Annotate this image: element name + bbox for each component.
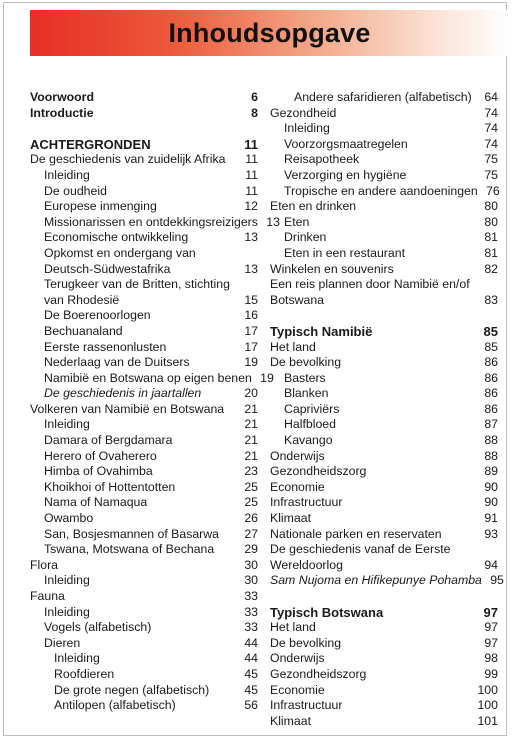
toc-page-number: 86 [484, 401, 498, 416]
toc-section-heading[interactable] [270, 605, 498, 621]
toc-entry[interactable] [270, 340, 498, 356]
toc-entry[interactable] [270, 355, 498, 371]
toc-page-number: 12 [244, 199, 258, 214]
toc-entry-title: Typisch Namibië [270, 323, 373, 339]
toc-page-number: 29 [244, 542, 258, 557]
toc-page-number: 16 [244, 308, 258, 323]
toc-entry[interactable] [30, 620, 258, 636]
toc-page-number: 11 [245, 167, 258, 182]
toc-page-number: 95 [490, 573, 504, 588]
toc-page-number: 90 [484, 495, 498, 510]
toc-entry-title: Economie [270, 682, 325, 697]
toc-entry[interactable] [270, 417, 498, 433]
toc-entry[interactable] [270, 698, 498, 714]
toc-page-number: 85 [483, 323, 498, 339]
toc-page-number: 13 [244, 261, 258, 276]
toc-page-number: 21 [244, 448, 258, 463]
toc-entry[interactable] [30, 558, 258, 574]
toc-entry[interactable] [270, 573, 504, 589]
toc-entry-title: Fauna [30, 589, 65, 603]
toc-page-number: 76 [486, 183, 500, 198]
page-title: Inhoudsopgave [168, 18, 371, 48]
toc-entry[interactable] [270, 651, 498, 667]
toc-entry[interactable] [270, 636, 498, 652]
toc-entry[interactable] [30, 589, 258, 605]
toc-page-number: 75 [484, 167, 498, 182]
toc-entry-title: De oudheid [44, 183, 107, 198]
toc-entry-title: Een reis plannen door Namibië en/of Botswana [270, 277, 470, 307]
toc-page-number: 45 [244, 682, 258, 697]
toc-entry[interactable] [30, 402, 258, 418]
toc-page-number: 80 [484, 199, 498, 214]
toc-entry-title: Voorwoord [30, 90, 94, 104]
toc-entry-title: Dieren [44, 635, 81, 650]
toc-section-heading[interactable] [270, 324, 498, 340]
toc-entry[interactable] [30, 480, 258, 496]
toc-page-number: 25 [244, 495, 258, 510]
toc-entry[interactable] [30, 90, 258, 106]
toc-page-number: 26 [244, 511, 258, 526]
toc-page-number: 81 [484, 230, 498, 245]
toc-page-number: 97 [483, 604, 498, 620]
toc-entry-title: Klimaat [270, 511, 312, 526]
toc-page-number: 74 [484, 136, 498, 151]
toc-entry-title: Tropische en andere aandoeningen [284, 183, 478, 198]
toc-entry-title: Infrastructuur [270, 698, 343, 713]
toc-page-number: 11 [245, 183, 258, 198]
toc-entry-title: Tswana, Motswana of Bechana [44, 542, 215, 557]
toc-spacer [270, 308, 498, 324]
toc-entry[interactable] [270, 449, 498, 465]
toc-page-number: 88 [484, 433, 498, 448]
toc-page-number: 33 [244, 620, 258, 635]
toc-entry-title: Gezondheidszorg [270, 666, 367, 681]
toc-page-number: 20 [244, 386, 258, 401]
toc-entry[interactable] [270, 90, 498, 106]
toc-entry[interactable] [270, 106, 498, 122]
toc-entry-title: Missionarissen en ontdekkingsreizigers [44, 214, 258, 229]
toc-page-number: 75 [484, 152, 498, 167]
toc-page-number: 27 [244, 526, 258, 541]
toc-entry-title: Economische ontwikkeling [44, 230, 189, 245]
toc-page-number: 33 [244, 604, 258, 619]
toc-entry[interactable] [30, 573, 258, 589]
toc-entry[interactable] [270, 262, 498, 278]
toc-entry[interactable] [30, 152, 258, 168]
toc-entry[interactable] [30, 449, 258, 465]
toc-page-number: 33 [244, 589, 258, 603]
toc-entry[interactable] [270, 277, 498, 308]
toc-entry[interactable] [30, 511, 258, 527]
toc-entry-title: Eten [284, 214, 310, 229]
toc-entry[interactable] [30, 230, 258, 246]
toc-entry-title: Klimaat [270, 713, 312, 728]
toc-entry[interactable] [30, 199, 258, 215]
toc-entry[interactable] [270, 620, 498, 636]
header-band [30, 10, 509, 56]
toc-entry[interactable] [270, 542, 498, 573]
toc-entry[interactable] [30, 605, 258, 621]
toc-entry[interactable] [30, 355, 258, 371]
toc-entry-title: Nama of Namaqua [44, 495, 148, 510]
toc-entry-title: Damara of Bergdamara [44, 433, 173, 448]
toc-page-number: 100 [477, 682, 498, 697]
toc-page-number: 87 [484, 417, 498, 432]
toc-entry-title: Verzorging en hygiëne [284, 167, 407, 182]
toc-entry-title: Inleiding [44, 167, 90, 182]
toc-entry-title: De geschiedenis in jaartallen [44, 386, 202, 401]
toc-page-number: 13 [244, 230, 258, 245]
toc-entry[interactable] [30, 667, 258, 683]
toc-spacer [30, 121, 258, 137]
toc-entry-title: Introductie [30, 105, 94, 120]
toc-entry-title: Eten in een restaurant [284, 245, 405, 260]
toc-entry-title: Volkeren van Namibië en Botswana [30, 401, 225, 416]
toc-entry-title: Basters [284, 370, 326, 385]
toc-entry-title: ACHTERGRONDEN [30, 136, 151, 152]
toc-entry[interactable] [270, 152, 498, 168]
toc-entry-title: Sam Nujoma en Hifikepunye Pohamba [270, 573, 482, 588]
toc-entry[interactable] [30, 340, 258, 356]
toc-entry-title: Eten en drinken [270, 199, 357, 214]
toc-page-number: 11 [245, 152, 258, 167]
toc-entry-title: De bevolking [270, 355, 342, 370]
toc-entry[interactable] [270, 215, 498, 231]
toc-entry[interactable] [30, 698, 258, 714]
toc-entry[interactable] [270, 371, 498, 387]
toc-entry-title: De bevolking [270, 635, 342, 650]
toc-entry-title: Inleiding [284, 121, 330, 136]
toc-entry[interactable] [30, 277, 258, 308]
toc-left-column [30, 90, 280, 714]
toc-entry-title: Voorzorgsmaatregelen [284, 136, 408, 151]
toc-entry-title: Infrastructuur [270, 495, 343, 510]
toc-page-number: 21 [244, 401, 258, 416]
toc-page-number: 86 [484, 355, 498, 370]
toc-page-number: 15 [244, 292, 258, 307]
toc-page-number: 13 [266, 214, 280, 229]
toc-entry[interactable] [30, 683, 258, 699]
toc-entry[interactable] [270, 527, 498, 543]
toc-entry-title: Europese inmenging [44, 199, 157, 214]
toc-entry-title: Namibië en Botswana op eigen benen [44, 370, 252, 385]
toc-entry-title: Inleiding [54, 651, 100, 666]
toc-page-number: 99 [484, 666, 498, 681]
toc-entry[interactable] [270, 121, 498, 137]
toc-page-number: 30 [244, 557, 258, 572]
toc-page-number: 98 [484, 651, 498, 666]
toc-page-number: 86 [484, 370, 498, 385]
toc-entry[interactable] [30, 651, 258, 667]
toc-entry[interactable] [30, 324, 258, 340]
toc-page-number: 85 [484, 339, 498, 354]
toc-entry[interactable] [270, 714, 498, 730]
toc-entry-title: Capriviërs [284, 401, 340, 416]
toc-entry-title: Flora [30, 557, 59, 572]
toc-entry-title: Onderwijs [270, 448, 325, 463]
toc-entry-title: Gezondheid [270, 105, 337, 120]
toc-page-number: 19 [260, 370, 274, 385]
toc-entry[interactable] [270, 667, 498, 683]
toc-page-number: 101 [477, 713, 498, 728]
toc-entry-title: Winkelen en souvenirs [270, 261, 394, 276]
toc-page-number: 8 [251, 105, 258, 120]
toc-entry[interactable] [30, 495, 258, 511]
toc-entry-title: Roofdieren [54, 666, 115, 681]
toc-entry[interactable] [30, 433, 258, 449]
toc-page-number: 90 [484, 479, 498, 494]
toc-entry[interactable] [270, 495, 498, 511]
toc-page-number: 97 [484, 620, 498, 635]
toc-entry-title: Kavango [284, 433, 333, 448]
toc-page-number: 83 [484, 292, 498, 307]
toc-entry-title: Opkomst en ondergang van Deutsch-Südwestafrika [44, 245, 196, 276]
toc-entry[interactable] [270, 683, 498, 699]
toc-page-number: 81 [484, 245, 498, 260]
toc-page-number: 64 [484, 90, 498, 104]
toc-page-number: 82 [484, 261, 498, 276]
toc-entry-title: Inleiding [44, 573, 90, 588]
toc-entry-title: Economie [270, 479, 325, 494]
toc-section-heading[interactable] [30, 137, 258, 153]
toc-entry-title: Halfbloed [284, 417, 336, 432]
toc-entry[interactable] [30, 464, 258, 480]
toc-entry-title: Drinken [284, 230, 327, 245]
toc-entry[interactable] [30, 308, 258, 324]
toc-entry[interactable] [270, 464, 498, 480]
toc-page-number: 88 [484, 448, 498, 463]
toc-page-number: 6 [251, 90, 258, 104]
toc-entry-title: Reisapotheek [284, 152, 360, 167]
toc-entry-title: Herero of Ovaherero [44, 448, 157, 463]
toc-entry[interactable] [270, 168, 498, 184]
toc-entry[interactable] [270, 184, 498, 200]
toc-entry-title: Khoikhoi of Hottentotten [44, 479, 176, 494]
toc-page-number: 21 [244, 433, 258, 448]
toc-page-number: 44 [244, 651, 258, 666]
toc-page-number: 19 [244, 355, 258, 370]
toc-page-number: 89 [484, 464, 498, 479]
toc-spacer [270, 589, 498, 605]
toc-entry-title: Nederlaag van de Duitsers [44, 355, 190, 370]
toc-entry-title: De grote negen (alfabetisch) [54, 682, 210, 697]
toc-entry-title: Andere safaridieren (alfabetisch) [294, 90, 472, 104]
toc-page-number: 30 [244, 573, 258, 588]
toc-page-number: 11 [244, 136, 258, 152]
toc-entry-title: Het land [270, 620, 316, 635]
toc-page-number: 17 [244, 339, 258, 354]
toc-page-number: 94 [484, 557, 498, 572]
toc-entry[interactable] [30, 184, 258, 200]
toc-page-number: 56 [244, 698, 258, 713]
toc-entry-title: Himba of Ovahimba [44, 464, 153, 479]
toc-entry[interactable] [30, 386, 258, 402]
toc-entry-title: De Boerenoorlogen [44, 308, 151, 323]
toc-entry-title: Terugkeer van de Britten, stichting van Rhodesië [44, 277, 230, 307]
toc-entry-title: Blanken [284, 386, 329, 401]
toc-entry[interactable] [270, 386, 498, 402]
toc-entry-title: De geschiedenis van zuidelijk Afrika [30, 152, 226, 167]
toc-entry-title: Eerste rassenonlusten [44, 339, 167, 354]
toc-page-number: 91 [484, 511, 498, 526]
toc-entry[interactable] [30, 527, 258, 543]
toc-entry[interactable] [30, 636, 258, 652]
toc-entry[interactable] [270, 511, 498, 527]
toc-entry-title: Onderwijs [270, 651, 325, 666]
toc-entry[interactable] [270, 230, 498, 246]
toc-entry-title: Gezondheidszorg [270, 464, 367, 479]
toc-entry-title: Owambo [44, 511, 94, 526]
toc-page-number: 23 [244, 464, 258, 479]
toc-entry-title: Vogels (alfabetisch) [44, 620, 152, 635]
toc-page-number: 21 [244, 417, 258, 432]
toc-entry[interactable] [30, 542, 258, 558]
toc-entry-title: Nationale parken en reservaten [270, 526, 442, 541]
toc-page-number: 74 [484, 121, 498, 136]
toc-entry-title: Typisch Botswana [270, 604, 384, 620]
toc-page-number: 100 [477, 698, 498, 713]
toc-entry[interactable] [30, 168, 258, 184]
toc-entry[interactable] [30, 417, 258, 433]
toc-entry[interactable] [30, 214, 280, 231]
toc-right-column [270, 90, 504, 729]
toc-page-number: 86 [484, 386, 498, 401]
toc-entry[interactable] [30, 246, 258, 277]
toc-page-number: 17 [244, 323, 258, 338]
toc-entry[interactable] [30, 106, 258, 122]
toc-entry-title: Bechuanaland [44, 323, 123, 338]
toc-page-number: 93 [484, 526, 498, 541]
toc-page-number: 97 [484, 635, 498, 650]
toc-entry-title: Inleiding [44, 604, 90, 619]
toc-entry[interactable] [270, 433, 498, 449]
toc-entry-title: Inleiding [44, 417, 90, 432]
toc-entry-title: Antilopen (alfabetisch) [54, 698, 176, 713]
toc-entry-title: San, Bosjesmannen of Basarwa [44, 526, 219, 541]
toc-page-number: 74 [484, 105, 498, 120]
toc-entry-title: De geschiedenis vanaf de Eerste Wereldoorlog [270, 542, 451, 572]
toc-entry-title: Het land [270, 339, 316, 354]
toc-page-number: 45 [244, 666, 258, 681]
toc-page-number: 44 [244, 635, 258, 650]
toc-entry[interactable] [270, 199, 498, 215]
toc-page-number: 80 [484, 214, 498, 229]
toc-entry[interactable] [270, 246, 498, 262]
toc-entry[interactable] [270, 480, 498, 496]
toc-entry[interactable] [270, 137, 498, 153]
toc-entry[interactable] [270, 402, 498, 418]
toc-entry[interactable] [30, 370, 274, 387]
toc-page-number: 25 [244, 479, 258, 494]
